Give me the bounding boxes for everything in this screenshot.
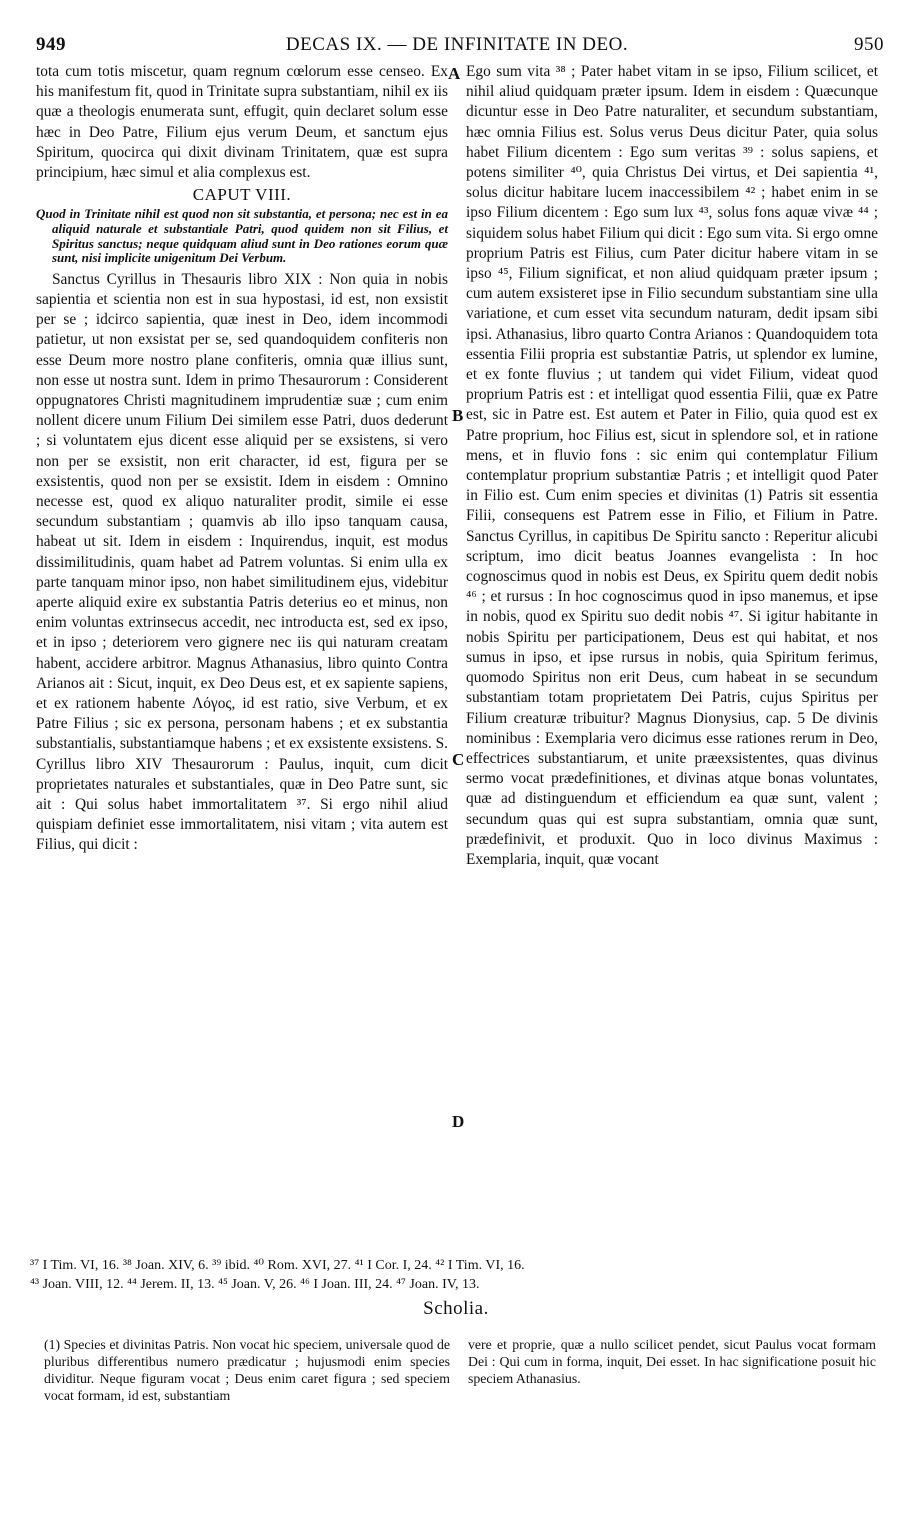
scholia-right-column <box>468 1336 876 1387</box>
margin-letter-b: B <box>452 406 464 425</box>
chapter-title: CAPUT VIII. <box>192 185 292 205</box>
margin-letter-d: D <box>452 1112 465 1131</box>
left-body-paragraph: Sanctus Cyrillus in Thesauris libro XIX : Non quia in nobis sapientia et scientia non est in sua hypostasi, id est, non exsistit per se ; idcirco sapientia, quæ inest in Deo, idem incommodi patietur, ut non exsistat per se, sed quandoquidem confiteris non esse Deum more nostro plane confiteris, omnia quæ illius sunt, non esse ut nostra sunt. Idem in primo Thesaurorum : Considerent oppugnatores Christi magnitudinem imprudentiæ suæ ; cum enim nollent dicere unum Filium Dei similem esse Patri, duos dederunt ; si voluntatem ejus dicent esse aliquid per se exsistens, si vero non per se exsistit, non erit character, id est, figura per se exsistentis, quod non per se exsistit. Idem in eisdem : Omnino necesse est, quod ex aliquo naturaliter prodit, simile ei esse secundum substantiam ; quamvis ab illo ipso tanquam causa, habeat ut sit. Idem in eisdem : Inquirendus, inquit, est modus dissimilitudinis, quam habet ad Patrem voluntas. Si enim ulla ex parte tanquam minor ipso, non habet similitudinem ejus, videbitur aperte aliquid exire ex substantia Patris deterius eo et minus, non enim voluntas extrinsecus accedit, nec introducta est, sed ex ipso, et in ipso ; deteriorem vero gignere nec iis qui naturam creatam habent, accidere arbitror. Magnus Athanasius, libro quinto Contra Arianos ait : Sicut, inquit, ex Deo Deus est, et ex sapiente sapiens, et ex rationem habente Λόγος, id est ratio, sive Verbum, et ex Patre Filius ; sic ex persona, personam habens ; et ex substantia substantialis, substantiamque habens ; et ex exsistente exsistens. S. Cyrillus libro XIV Thesaurorum : Paulus, inquit, cum dicit proprietates naturales et substantiales, quæ in Deo Patre sunt, sic ait : Qui solus habet immortalitatem ³⁷. Si ergo nihil aliud quispiam definiet esse immortalitatem, nisi vitam ; vita autem est Filius, qui dicit : <box>36 270 448 854</box>
scholia-left-column <box>44 1336 450 1404</box>
page-header <box>30 34 884 58</box>
margin-letter-c: C <box>452 750 465 769</box>
margin-letter-a: A <box>448 64 461 83</box>
page-number-left: 949 <box>36 34 66 55</box>
scholia-right-text: vere et proprie, quæ a nullo scilicet pendet, sicut Paulus vocat formam Dei : Qui cum in forma, inquit, Dei esset. In hac significatione posuit hic speciem Athanasius. <box>468 1337 876 1386</box>
footnotes-line-1: ³⁷ I Tim. VI, 16. ³⁸ Joan. XIV, 6. ³⁹ ibid. ⁴⁰ Rom. XVI, 27. ⁴¹ I Cor. I, 24. ⁴² I Tim. VI, 16. <box>30 1258 525 1273</box>
chapter-summary: Quod in Trinitate nihil est quod non sit substantia, et persona; nec est in ea aliquid naturale et substantiale Patri, quod quidem non sit Filius, et Spiritus sanctus; neque quidquam aliud sunt in Deo rationes eorum quæ sunt, nisi implicite unigenitum Dei Verbum. <box>36 206 448 266</box>
right-column <box>466 62 878 870</box>
scholia-left-text: (1) Species et divinitas Patris. Non vocat hic speciem, universale quod de pluribus differentibus numero prædicatur ; hujusmodi enim species dividitur. Neque figuram vocat ; Deus enim caret figura ; sed speciem vocat formam, id est, substantiam <box>44 1337 450 1403</box>
left-intro-paragraph: tota cum totis miscetur, quam regnum cœlorum esse censeo. Ex his manifestum fit, quod in Trinitate supra substantiam, nihil ex iis quæ a theologis enumerata sunt, effugit, quin declaret solum esse hæc in Deo Patre, Filium ejus verum Deum, et sanctum ejus Spiritum, quocirca qui dixit divinam Trinitatem, quæ est supra principium, hæc simul et alia complexus est. <box>36 63 448 182</box>
page-number-right: 950 <box>854 34 884 55</box>
footnotes <box>30 1256 882 1294</box>
right-body-paragraph: Ego sum vita ³⁸ ; Pater habet vitam in se ipso, Filium scilicet, et nihil aliud quidquam præter ipsum. Idem in eisdem : Quæcunque dicuntur esse in Deo Patre naturaliter, et secundum substantiam, hæc omnia Filius est. Solus verus Deus dicitur Pater, quia solus habet Filium dicentem : Ego sum veritas ³⁹ : solus sapiens, et potens similiter ⁴⁰, quia Christus Dei virtus, et Dei sapientia ⁴¹, solus dicitur habitare lucem inaccessibilem ⁴² ; habet enim in se ipso Filium dicentem : Ego sum lux ⁴³, solus fons aquæ vivæ ⁴⁴ ; siquidem solus habet Filium qui dicit : Ego sum vita. Si ergo omne proprium Patris est Filius, cum Pater dicitur habere vitam in se ipso ⁴⁵, Filium significat, et non aliud quidquam præter ipsum ; cum autem exsisteret ipse in Filio secundum substantiam sine ulla variatione, et cum esset vita secundum naturam, dedit ipsam sibi ipsi. Athanasius, libro quarto Contra Arianos : Quandoquidem tota essentia Filii propria est substantiæ Patris, ut splendor ex lumine, et ex fonte fluvius ; ut tandem qui videt Filium, videat quod proprium Patris est : et intelligat quod essentia Filii, quæ ex Patre est, sic in Patre est. Est autem et Pater in Filio, quia quod est ex Patre proprium, hoc Filius est, sicut in splendore sol, et in ratione mens, et in fluvio fons : sic enim qui contemplatur Filium contemplatur proprium substantiæ Patris ; et intelligit quod Pater in Filio est. Cum enim species et divinitas (1) Patris sit essentia Filii, consequens est Patrem esse in Filio, et Filium in Patre. Sanctus Cyrillus, in capitibus De Spiritu sancto : Reperitur alicubi scriptum, imo dicit beatus Joannes evangelista : In hoc cognoscimus quod in nobis est Deus, ex Spiritu quem dedit nobis ⁴⁶ ; et rursus : In hoc cognoscimus quod in ipso manemus, et ipse in nobis, quod ex Spiritu suo dedit nobis ⁴⁷. Si igitur habitante in nobis Spiritu per participationem, Deus est qui habitat, et nos sumus in ipso, et ipse rursus in nobis, quia Spiritum ferimus, quomodo Spiritus non erit Deus, cum habeat in se secundum substantiam totam proprietatem Dei Patris, cujus Spiritus per Filium creaturæ tribuitur? Magnus Dionysius, cap. 5 De divinis nominibus : Exemplaria vero dicimus esse rationes rerum in Deo, effectrices substantiarum, et unite præexsistentes, quas divinus sermo vocat prædefinitiones, et divinas atque bonas voluntates, quæ ad distinguendum et efficiendum ea quæ sunt, valent ; secundum quas qui est supra substantiam, omnia quæ sunt, prædefinivit, et produxit. Quo in loco divinus Maximus : Exemplaria, inquit, quæ vocant <box>466 63 878 868</box>
footnotes-line-2: ⁴³ Joan. VIII, 12. ⁴⁴ Jerem. II, 13. ⁴⁵ Joan. V, 26. ⁴⁶ I Joan. III, 24. ⁴⁷ Joan. IV, 13. <box>30 1277 480 1292</box>
scholia-title: Scholia. <box>423 1298 489 1319</box>
left-column <box>36 62 448 856</box>
running-title: DECAS IX. — DE INFINITATE IN DEO. <box>285 34 629 55</box>
